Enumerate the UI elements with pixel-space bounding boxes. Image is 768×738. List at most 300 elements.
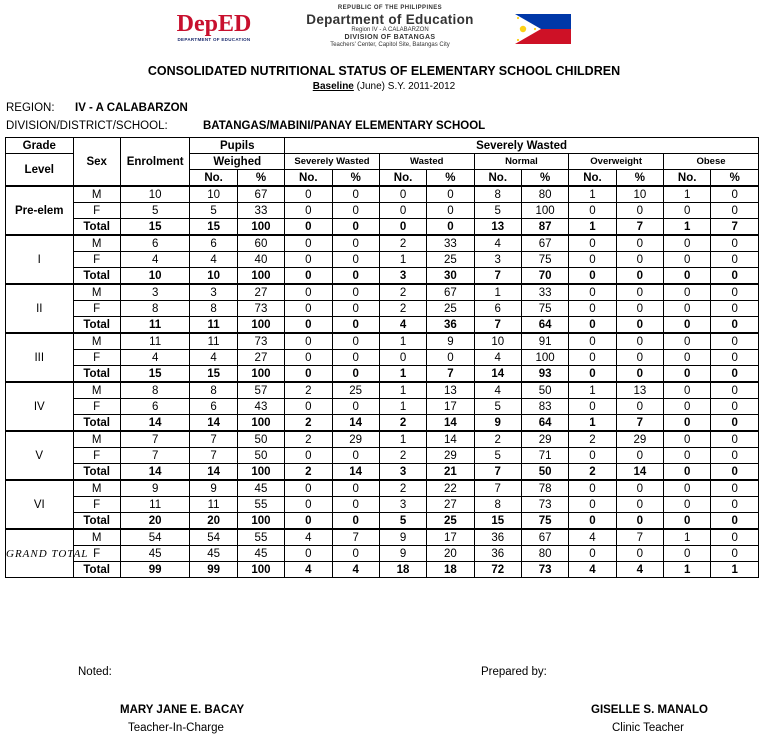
value-cell: 1 [379,399,426,415]
table-row [6,203,759,219]
value-cell: 50 [237,431,284,448]
value-cell: 10 [616,186,663,203]
value-cell: 6 [120,399,190,415]
sex-cell: Total [73,268,120,285]
value-cell: 0 [711,186,759,203]
value-cell: 0 [569,235,616,252]
grade-level-cell: Pre-elem [6,186,74,235]
value-cell: 7 [711,219,759,236]
value-cell: 5 [120,203,190,219]
value-cell: 45 [237,546,284,562]
region-value: IV - A CALABARZON [75,102,188,114]
value-cell: 10 [190,186,237,203]
value-cell: 8 [474,186,521,203]
value-cell: 0 [664,513,711,530]
value-cell: 11 [190,333,237,350]
value-cell: 0 [711,252,759,268]
value-cell: 27 [427,497,474,513]
division-label: DIVISION/DISTRICT/SCHOOL: [6,120,168,132]
value-cell: 3 [120,284,190,301]
value-cell: 99 [120,562,190,578]
value-cell: 0 [569,301,616,317]
value-cell: 0 [285,399,332,415]
value-cell: 9 [190,480,237,497]
value-cell: 11 [120,333,190,350]
sex-cell: F [73,448,120,464]
value-cell: 8 [474,497,521,513]
value-cell: 7 [474,480,521,497]
value-cell: 3 [190,284,237,301]
value-cell: 29 [332,431,379,448]
value-cell: 36 [474,529,521,546]
value-cell: 0 [664,268,711,285]
value-cell: 0 [711,480,759,497]
nutrition-table [5,137,759,578]
value-cell: 0 [664,399,711,415]
table-row [6,317,759,334]
value-cell: 75 [521,301,568,317]
baseline-label: Baseline [312,81,354,92]
value-cell: 14 [427,415,474,432]
percent-header: % [427,170,474,187]
value-cell: 45 [120,546,190,562]
value-cell: 33 [427,235,474,252]
value-cell: 0 [332,252,379,268]
value-cell: 50 [237,448,284,464]
value-cell: 0 [285,301,332,317]
grade-level-cell: VI [6,480,74,529]
value-cell: 4 [190,252,237,268]
value-cell: 0 [616,284,663,301]
value-cell: 57 [237,382,284,399]
value-cell: 73 [237,301,284,317]
value-cell: 2 [285,431,332,448]
sex-cell: M [73,284,120,301]
table-row [6,431,759,448]
value-cell: 2 [379,235,426,252]
value-cell: 0 [711,333,759,350]
sex-cell: F [73,350,120,366]
school-year: (June) S.Y. 2011-2012 [353,81,456,92]
value-cell: 0 [332,317,379,334]
department-block [270,4,510,49]
value-cell: 5 [474,399,521,415]
value-cell: 1 [379,333,426,350]
value-cell: 0 [427,203,474,219]
no-header: No. [379,170,426,187]
value-cell: 3 [379,497,426,513]
value-cell: 0 [332,350,379,366]
value-cell: 64 [521,317,568,334]
value-cell: 67 [521,529,568,546]
value-cell: 0 [569,366,616,383]
table-row [6,350,759,366]
percent-header: % [616,170,663,187]
value-cell: 20 [120,513,190,530]
pupils-header: Pupils [190,138,285,154]
value-cell: 0 [332,513,379,530]
value-cell: 7 [190,448,237,464]
grade-level-cell: IV [6,382,74,431]
value-cell: 8 [120,301,190,317]
value-cell: 15 [190,219,237,236]
value-cell: 0 [332,203,379,219]
value-cell: 1 [569,186,616,203]
value-cell: 14 [616,464,663,481]
value-cell: 8 [190,301,237,317]
value-cell: 7 [474,464,521,481]
value-cell: 30 [427,268,474,285]
value-cell: 0 [332,219,379,236]
value-cell: 0 [332,497,379,513]
sex-cell: M [73,480,120,497]
value-cell: 3 [379,268,426,285]
value-cell: 0 [616,350,663,366]
value-cell: 55 [237,497,284,513]
value-cell: 20 [190,513,237,530]
value-cell: 54 [120,529,190,546]
value-cell: 0 [285,252,332,268]
value-cell: 2 [569,431,616,448]
percent-header: % [237,170,284,187]
value-cell: 0 [711,268,759,285]
deped-logo-text: DepED [176,11,252,37]
no-header: No. [664,170,711,187]
value-cell: 100 [237,415,284,432]
value-cell: 50 [521,382,568,399]
value-cell: 78 [521,480,568,497]
value-cell: 0 [332,546,379,562]
value-cell: 10 [474,333,521,350]
value-cell: 6 [190,235,237,252]
table-row [6,529,759,546]
value-cell: 73 [521,497,568,513]
value-cell: 2 [285,415,332,432]
value-cell: 100 [521,203,568,219]
value-cell: 0 [285,235,332,252]
value-cell: 14 [120,464,190,481]
sex-cell: F [73,203,120,219]
value-cell: 54 [190,529,237,546]
value-cell: 0 [616,333,663,350]
division-value: BATANGAS/MABINI/PANAY ELEMENTARY SCHOOL [203,120,486,132]
value-cell: 0 [285,219,332,236]
value-cell: 0 [664,497,711,513]
value-cell: 0 [569,513,616,530]
value-cell: 100 [237,268,284,285]
value-cell: 18 [379,562,426,578]
value-cell: 80 [521,546,568,562]
value-cell: 0 [332,235,379,252]
value-cell: 0 [664,301,711,317]
value-cell: 11 [120,497,190,513]
value-cell: 0 [711,431,759,448]
value-cell: 0 [711,235,759,252]
value-cell: 0 [664,350,711,366]
sex-cell: F [73,546,120,562]
value-cell: 0 [285,513,332,530]
value-cell: 15 [474,513,521,530]
value-cell: 0 [616,252,663,268]
value-cell: 4 [616,562,663,578]
value-cell: 0 [664,366,711,383]
philippine-flag-icon [515,14,571,44]
value-cell: 0 [616,399,663,415]
value-cell: 0 [569,284,616,301]
category-header: Severely Wasted [285,154,380,170]
sex-cell: M [73,529,120,546]
value-cell: 0 [711,317,759,334]
value-cell: 0 [616,513,663,530]
value-cell: 7 [474,317,521,334]
value-cell: 5 [379,513,426,530]
value-cell: 7 [616,415,663,432]
value-cell: 0 [664,448,711,464]
category-header: Obese [664,154,759,170]
value-cell: 0 [616,480,663,497]
value-cell: 0 [285,480,332,497]
value-cell: 7 [332,529,379,546]
noted-title: Teacher-In-Charge [128,722,224,734]
value-cell: 21 [427,464,474,481]
value-cell: 1 [664,186,711,203]
table-row [6,399,759,415]
value-cell: 0 [616,235,663,252]
value-cell: 7 [616,219,663,236]
value-cell: 0 [569,480,616,497]
value-cell: 0 [711,203,759,219]
value-cell: 0 [569,546,616,562]
grade-header: Grade [6,138,74,154]
weighed-header: Weighed [190,154,285,170]
value-cell: 0 [711,513,759,530]
value-cell: 0 [616,268,663,285]
value-cell: 0 [664,203,711,219]
value-cell: 1 [474,284,521,301]
value-cell: 10 [120,186,190,203]
value-cell: 10 [190,268,237,285]
value-cell: 6 [190,399,237,415]
value-cell: 0 [616,366,663,383]
value-cell: 100 [237,513,284,530]
value-cell: 67 [521,235,568,252]
value-cell: 0 [427,219,474,236]
value-cell: 13 [616,382,663,399]
value-cell: 22 [427,480,474,497]
value-cell: 0 [711,546,759,562]
value-cell: 27 [237,284,284,301]
value-cell: 9 [120,480,190,497]
value-cell: 0 [379,203,426,219]
sex-cell: Total [73,562,120,578]
value-cell: 4 [379,317,426,334]
value-cell: 45 [237,480,284,497]
letterhead [0,0,768,60]
value-cell: 2 [285,464,332,481]
no-header: No. [285,170,332,187]
table-row [6,252,759,268]
value-cell: 25 [427,513,474,530]
noted-label: Noted: [78,666,112,678]
value-cell: 0 [569,317,616,334]
value-cell: 0 [332,448,379,464]
value-cell: 71 [521,448,568,464]
value-cell: 14 [190,415,237,432]
table-row [6,382,759,399]
percent-header: % [332,170,379,187]
grade-level-cell: II [6,284,74,333]
value-cell: 72 [474,562,521,578]
table-row [6,301,759,317]
value-cell: 1 [711,562,759,578]
value-cell: 1 [569,382,616,399]
category-header: Overweight [569,154,664,170]
value-cell: 0 [332,186,379,203]
value-cell: 0 [664,317,711,334]
value-cell: 4 [569,562,616,578]
value-cell: 11 [190,317,237,334]
value-cell: 0 [569,448,616,464]
value-cell: 14 [332,464,379,481]
value-cell: 2 [379,301,426,317]
value-cell: 4 [474,350,521,366]
value-cell: 33 [521,284,568,301]
value-cell: 0 [569,497,616,513]
value-cell: 36 [474,546,521,562]
value-cell: 2 [379,284,426,301]
grade-level-cell: III [6,333,74,382]
value-cell: 29 [521,431,568,448]
value-cell: 3 [379,464,426,481]
value-cell: 0 [664,284,711,301]
value-cell: 0 [616,317,663,334]
value-cell: 25 [427,301,474,317]
value-cell: 5 [474,203,521,219]
value-cell: 0 [427,350,474,366]
value-cell: 4 [569,529,616,546]
sex-cell: M [73,333,120,350]
value-cell: 73 [237,333,284,350]
value-cell: 0 [569,203,616,219]
value-cell: 0 [569,333,616,350]
value-cell: 15 [190,366,237,383]
value-cell: 25 [332,382,379,399]
report-title: CONSOLIDATED NUTRITIONAL STATUS OF ELEMENTARY SCHOOL CHILDREN [147,64,621,78]
value-cell: 7 [120,431,190,448]
value-cell: 0 [285,186,332,203]
region-label: REGION: [6,102,55,114]
table-row [6,448,759,464]
sex-cell: M [73,235,120,252]
value-cell: 4 [332,562,379,578]
table-row [6,366,759,383]
value-cell: 7 [474,268,521,285]
sex-cell: F [73,399,120,415]
group-header: Severely Wasted [285,138,759,154]
value-cell: 9 [379,529,426,546]
value-cell: 5 [474,448,521,464]
value-cell: 0 [664,252,711,268]
value-cell: 0 [285,268,332,285]
value-cell: 4 [120,252,190,268]
value-cell: 15 [120,366,190,383]
sex-cell: Total [73,415,120,432]
value-cell: 100 [237,366,284,383]
value-cell: 0 [664,464,711,481]
value-cell: 100 [237,317,284,334]
value-cell: 0 [285,448,332,464]
value-cell: 93 [521,366,568,383]
value-cell: 0 [711,415,759,432]
sex-cell: Total [73,464,120,481]
value-cell: 14 [332,415,379,432]
value-cell: 67 [427,284,474,301]
value-cell: 14 [120,415,190,432]
value-cell: 2 [379,448,426,464]
value-cell: 17 [427,529,474,546]
address-line: Teachers' Center, Capitol Site, Batangas City [330,42,450,48]
value-cell: 60 [237,235,284,252]
no-header: No. [474,170,521,187]
value-cell: 29 [427,448,474,464]
value-cell: 100 [237,219,284,236]
value-cell: 91 [521,333,568,350]
value-cell: 15 [120,219,190,236]
value-cell: 0 [616,497,663,513]
value-cell: 0 [569,350,616,366]
grade-level-cell: V [6,431,74,480]
value-cell: 0 [285,333,332,350]
value-cell: 80 [521,186,568,203]
value-cell: 1 [379,252,426,268]
table-row [6,415,759,432]
sex-cell: M [73,382,120,399]
sex-cell: F [73,301,120,317]
prepared-title: Clinic Teacher [612,722,685,734]
value-cell: 14 [427,431,474,448]
republic-text: REPUBLIC OF THE PHILIPPINES [337,5,443,11]
value-cell: 67 [237,186,284,203]
value-cell: 29 [616,431,663,448]
value-cell: 20 [427,546,474,562]
value-cell: 4 [190,350,237,366]
deped-logo [168,10,260,44]
table-row [6,464,759,481]
value-cell: 0 [285,546,332,562]
sex-header: Sex [73,138,120,187]
value-cell: 7 [427,366,474,383]
header-row-1 [6,138,759,154]
value-cell: 55 [237,529,284,546]
report-subtitle [0,81,768,92]
value-cell: 18 [427,562,474,578]
value-cell: 0 [711,350,759,366]
value-cell: 27 [237,350,284,366]
value-cell: 0 [285,497,332,513]
value-cell: 64 [521,415,568,432]
value-cell: 0 [379,186,426,203]
value-cell: 73 [521,562,568,578]
sex-cell: M [73,186,120,203]
value-cell: 9 [427,333,474,350]
value-cell: 45 [190,546,237,562]
value-cell: 1 [664,562,711,578]
table-row [6,284,759,301]
value-cell: 0 [664,415,711,432]
sex-cell: M [73,431,120,448]
value-cell: 0 [711,382,759,399]
value-cell: 0 [379,350,426,366]
